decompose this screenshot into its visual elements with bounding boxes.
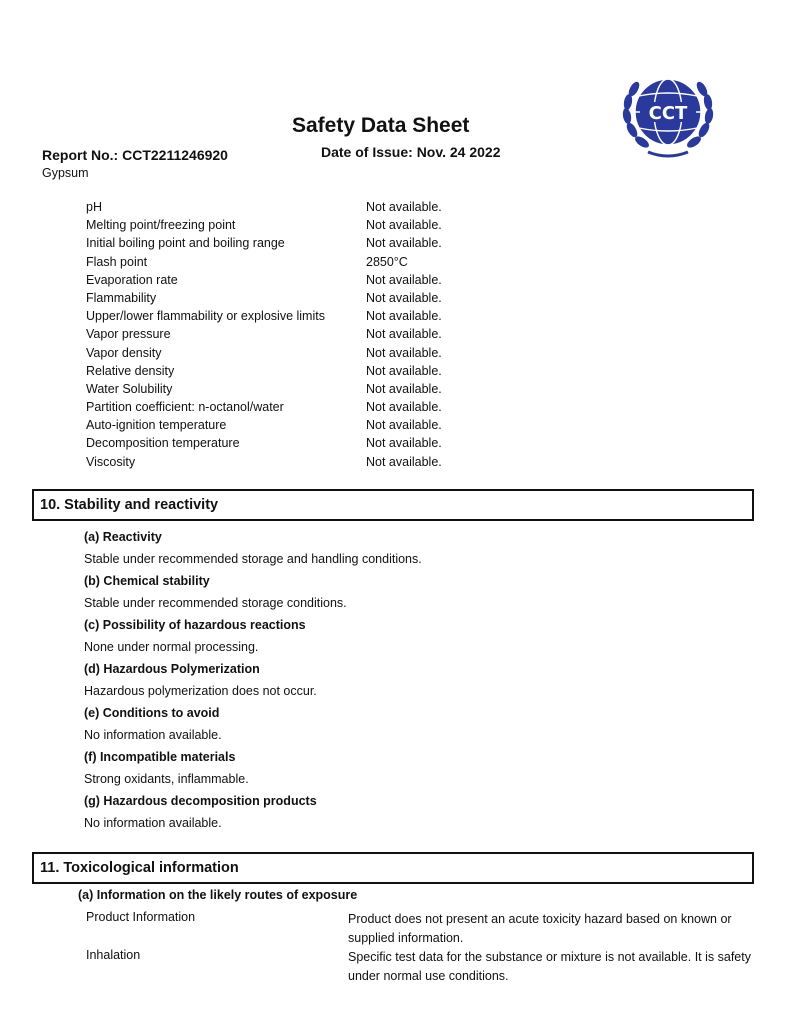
property-value: 2850°C bbox=[366, 254, 408, 269]
property-row bbox=[86, 380, 606, 398]
stability-item bbox=[84, 702, 222, 746]
property-value: Not available. bbox=[366, 345, 442, 360]
date-of-issue: Date of Issue: Nov. 24 2022 bbox=[321, 144, 501, 160]
cct-logo bbox=[618, 70, 718, 162]
physical-properties-table bbox=[86, 198, 606, 471]
document-title: Safety Data Sheet bbox=[292, 114, 470, 137]
property-row bbox=[86, 325, 606, 343]
property-name: Partition coefficient: n-octanol/water bbox=[86, 400, 284, 415]
property-value: Not available. bbox=[366, 436, 442, 451]
property-row bbox=[86, 344, 606, 362]
report-number: Report No.: CCT2211246920 bbox=[42, 147, 228, 163]
property-row bbox=[86, 289, 606, 307]
property-value: Not available. bbox=[366, 418, 442, 433]
property-name: Viscosity bbox=[86, 454, 136, 469]
property-name: Flammability bbox=[86, 290, 157, 305]
item-text: No information available. bbox=[84, 728, 222, 742]
item-heading: (e) Conditions to avoid bbox=[84, 706, 220, 720]
property-value: Not available. bbox=[366, 218, 442, 233]
property-value: Not available. bbox=[366, 236, 442, 251]
property-value: Not available. bbox=[366, 309, 442, 324]
toxicology-text: Product does not present an acute toxicity hazard based on known or supplied information. bbox=[348, 912, 732, 945]
toxicology-row bbox=[86, 910, 756, 948]
property-row bbox=[86, 216, 606, 234]
stability-item bbox=[84, 790, 317, 834]
section-10-heading: 10. Stability and reactivity bbox=[32, 489, 754, 521]
property-value: Not available. bbox=[366, 327, 442, 342]
property-name: pH bbox=[86, 200, 102, 214]
stability-item bbox=[84, 570, 347, 614]
item-text: No information available. bbox=[84, 816, 222, 830]
property-value: Not available. bbox=[366, 381, 442, 396]
property-name: Evaporation rate bbox=[86, 272, 178, 287]
toxicology-label: Inhalation bbox=[86, 948, 141, 962]
item-text: Stable under recommended storage and handling conditions. bbox=[84, 552, 422, 566]
property-row bbox=[86, 416, 606, 434]
toxicology-label: Product Information bbox=[86, 910, 196, 924]
property-value: Not available. bbox=[366, 363, 442, 378]
property-row bbox=[86, 362, 606, 380]
property-name: Initial boiling point and boiling range bbox=[86, 236, 285, 251]
property-row bbox=[86, 307, 606, 325]
product-name: Gypsum bbox=[42, 166, 89, 180]
item-heading: (f) Incompatible materials bbox=[84, 750, 236, 764]
property-name: Water Solubility bbox=[86, 381, 173, 396]
item-text: Hazardous polymerization does not occur. bbox=[84, 684, 317, 698]
item-heading: (b) Chemical stability bbox=[84, 574, 210, 588]
logo-text: CCT bbox=[648, 103, 688, 124]
property-value: Not available. bbox=[366, 200, 442, 214]
item-heading: (a) Reactivity bbox=[84, 530, 162, 544]
property-row bbox=[86, 434, 606, 452]
stability-item bbox=[84, 746, 249, 790]
stability-item bbox=[84, 526, 422, 570]
property-name: Decomposition temperature bbox=[86, 436, 240, 451]
item-text: Strong oxidants, inflammable. bbox=[84, 772, 249, 786]
property-value: Not available. bbox=[366, 454, 442, 469]
property-value: Not available. bbox=[366, 290, 442, 305]
property-name: Auto-ignition temperature bbox=[86, 418, 227, 433]
item-text: None under normal processing. bbox=[84, 640, 259, 654]
property-row bbox=[86, 253, 606, 271]
stability-item bbox=[84, 614, 306, 658]
item-heading: (g) Hazardous decomposition products bbox=[84, 794, 317, 808]
property-row bbox=[86, 234, 606, 252]
property-row bbox=[86, 398, 606, 416]
property-name: Flash point bbox=[86, 254, 148, 269]
stability-item bbox=[84, 658, 317, 702]
item-text: Stable under recommended storage conditions. bbox=[84, 596, 347, 610]
property-row bbox=[86, 453, 606, 471]
property-row bbox=[86, 198, 606, 216]
property-name: Vapor pressure bbox=[86, 327, 171, 342]
exposure-routes-heading: (a) Information on the likely routes of exposure bbox=[78, 888, 358, 902]
toxicology-text: Specific test data for the substance or mixture is not available. It is safety under normal use conditions. bbox=[348, 950, 751, 983]
property-value: Not available. bbox=[366, 400, 442, 415]
property-name: Melting point/freezing point bbox=[86, 218, 236, 233]
item-heading: (c) Possibility of hazardous reactions bbox=[84, 618, 306, 632]
section-11-heading: 11. Toxicological information bbox=[32, 852, 754, 884]
property-name: Vapor density bbox=[86, 345, 162, 360]
toxicology-row bbox=[86, 948, 756, 986]
property-name: Relative density bbox=[86, 363, 175, 378]
item-heading: (d) Hazardous Polymerization bbox=[84, 662, 260, 676]
property-row bbox=[86, 271, 606, 289]
property-name: Upper/lower flammability or explosive limits bbox=[86, 309, 325, 324]
property-value: Not available. bbox=[366, 272, 442, 287]
